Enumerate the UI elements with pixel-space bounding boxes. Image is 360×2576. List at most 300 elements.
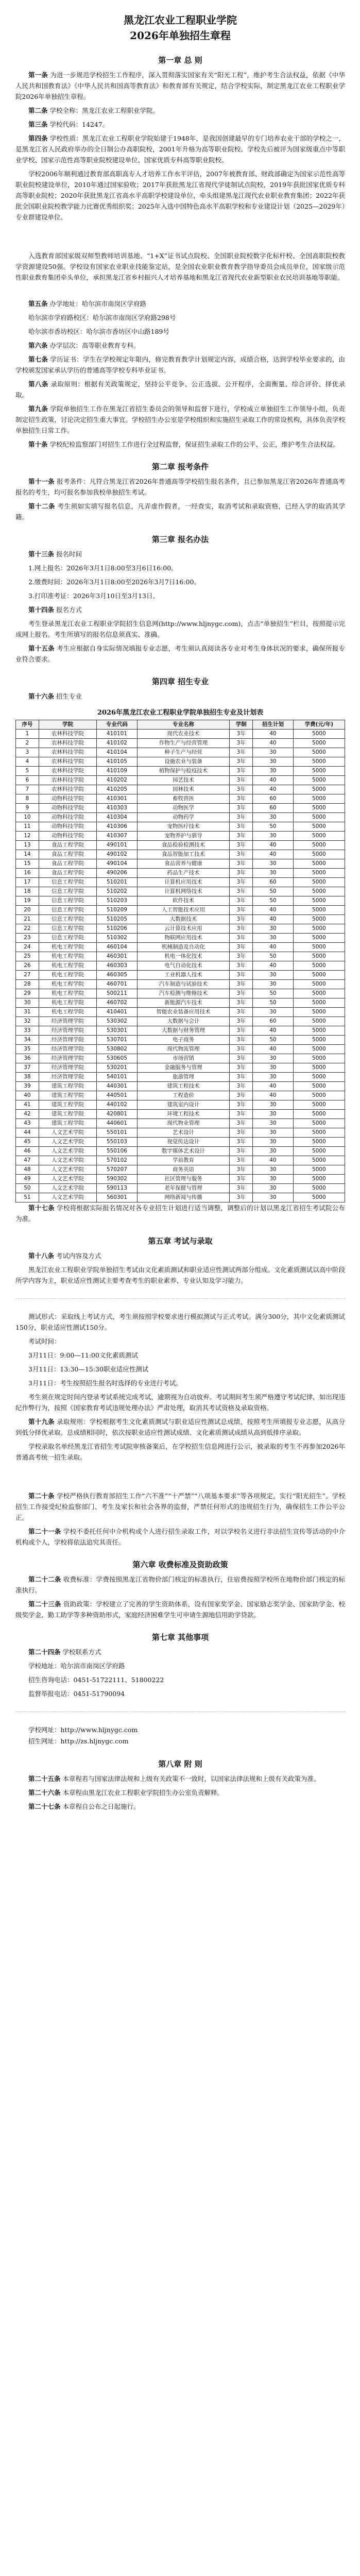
document-page <box>15 12 345 2576</box>
paragraph-text: 1.网上报名：2026年3月1日8:00至3月6日16:00。 <box>28 564 178 572</box>
table-cell: 30 <box>253 757 294 767</box>
table-cell: 机电工程学院 <box>39 952 96 961</box>
table-cell: 50 <box>253 952 294 961</box>
table-cell: 5000 <box>293 915 345 924</box>
table-cell: 500211 <box>97 989 138 998</box>
article-number: 第十五条 <box>28 645 55 652</box>
paragraph <box>15 643 345 665</box>
table-cell: 5000 <box>293 1073 345 1082</box>
chapter6-body <box>15 1574 345 1620</box>
table-cell: 大数据与财务管理 <box>137 1026 230 1036</box>
table-cell: 510202 <box>97 887 138 896</box>
paragraph-text: 哈尔滨市学府路校区：哈尔滨市南岗区学府路298号 <box>28 314 176 321</box>
table-cell: 3年 <box>230 878 253 887</box>
table-cell: 5000 <box>293 794 345 804</box>
table-cell: 30 <box>253 1175 294 1184</box>
table-cell: 5 <box>16 767 39 776</box>
paragraph-text: 办学层次：高等职业教育专科。 <box>49 342 140 349</box>
paragraph-text: 报名方式 <box>56 606 82 614</box>
table-cell: 60 <box>253 878 294 887</box>
table-cell: 33 <box>16 1026 39 1036</box>
table-cell: 信息工程学院 <box>39 915 96 924</box>
table-cell: 植物保护与检疫技术 <box>137 767 230 776</box>
table-cell: 3年 <box>230 1175 253 1184</box>
table-row <box>16 1138 345 1147</box>
table-cell: 现代农业技术 <box>137 730 230 739</box>
table-cell: 570102 <box>97 1156 138 1165</box>
table-cell: 560301 <box>97 1193 138 1202</box>
table-cell: 老年保健与管理 <box>137 1184 230 1193</box>
paragraph <box>15 1378 345 1388</box>
table-cell: 10 <box>16 813 39 822</box>
chapter6-heading: 第六章 收费标准及资助政策 <box>132 1560 228 1569</box>
table-cell: 410205 <box>97 785 138 794</box>
table-cell: 490102 <box>97 850 138 859</box>
table-cell: 商务英语 <box>137 1165 230 1175</box>
table-cell: 510206 <box>97 924 138 934</box>
paragraph-text: 学校2006年顺利通过教育部高职高专人才培养工作水平评估，2007年被教育部、财政部确定为国家示范性高等职业院校建设单位，2010年通过国家验收；2017年获批黑龙江省现代学徒制试点院校，2019年获批国家优质专科高等职业院校；2020年获批黑龙江省高水平高职学校建设单位，牵头组建黑龙江现代农业职业教育集团；2022年获批全国职业院校教学能力比赛优秀组织奖；2025年入选中国特色高水平高职学校和专业建设计划（2025—2029年）专业群建设单位。 <box>15 170 345 221</box>
table-cell: 30 <box>253 859 294 869</box>
table-cell: 1 <box>16 730 39 739</box>
page-divider <box>15 1711 345 1712</box>
table-cell: 36 <box>16 1054 39 1063</box>
table-cell: 410401 <box>97 1008 138 1017</box>
table-cell: 3年 <box>230 934 253 943</box>
table-row <box>16 841 345 850</box>
table-cell: 30 <box>253 1073 294 1082</box>
paragraph <box>15 133 345 165</box>
article-number: 第十九条 <box>28 1418 55 1426</box>
article-number: 第三条 <box>28 121 48 128</box>
table-cell: 学前教育 <box>137 1156 230 1165</box>
table-row <box>16 850 345 859</box>
table-cell: 3年 <box>230 832 253 841</box>
paragraph <box>15 563 345 573</box>
table-cell: 3年 <box>230 739 253 748</box>
table-cell: 5000 <box>293 1063 345 1073</box>
table-cell: 3年 <box>230 1128 253 1138</box>
table-cell: 5000 <box>293 804 345 813</box>
table-cell: 5000 <box>293 896 345 906</box>
table-row <box>16 1073 345 1082</box>
table-cell: 5000 <box>293 859 345 869</box>
paragraph-text: 学校地址：哈尔滨市南岗区学府路 <box>28 1662 125 1670</box>
table-cell: 机电一体化技术 <box>137 952 230 961</box>
table-cell: 40 <box>253 1026 294 1036</box>
exam-block <box>15 1311 345 1463</box>
table-cell: 27 <box>16 971 39 980</box>
paragraph <box>15 1490 345 1523</box>
table-cell: 40 <box>253 850 294 859</box>
column-header: 专业名称 <box>137 720 230 730</box>
table-cell: 3年 <box>230 1184 253 1193</box>
table-cell: 现代物流管理 <box>137 1045 230 1054</box>
table-cell: 食品工程学院 <box>39 850 96 859</box>
table-cell: 经济管理学院 <box>39 1063 96 1073</box>
table-cell: 530201 <box>97 1063 138 1073</box>
table-row <box>16 813 345 822</box>
table-row <box>16 794 345 804</box>
table-cell: 410306 <box>97 822 138 832</box>
table-cell: 60 <box>253 804 294 813</box>
table-cell: 42 <box>16 1110 39 1119</box>
table-cell: 3年 <box>230 748 253 757</box>
table-cell: 5000 <box>293 1128 345 1138</box>
table-cell: 网络新闻与传播 <box>137 1193 230 1202</box>
paragraph-text: 办学地址：哈尔滨市南岗区学府路 <box>49 300 147 308</box>
table-cell: 38 <box>16 1073 39 1082</box>
paragraph-text: 3.打印准考证：2026年3月10日至3月13日。 <box>28 592 159 600</box>
column-header: 学费(元/年) <box>293 720 345 730</box>
table-cell: 490104 <box>97 859 138 869</box>
table-cell: 50 <box>253 887 294 896</box>
paragraph <box>15 501 345 522</box>
table-cell: 3年 <box>230 850 253 859</box>
table-row <box>16 776 345 785</box>
table-cell: 智能农业装备应用技术 <box>137 1008 230 1017</box>
table-cell: 490101 <box>97 841 138 850</box>
paragraph <box>15 168 345 223</box>
table-cell: 食品营养与健康 <box>137 859 230 869</box>
table-cell: 40 <box>253 906 294 915</box>
table-cell: 3年 <box>230 804 253 813</box>
table-cell: 3年 <box>230 1026 253 1036</box>
table-cell: 420801 <box>97 1110 138 1119</box>
paragraph <box>15 1350 345 1361</box>
table-cell: 5000 <box>293 757 345 767</box>
table-row <box>16 1026 345 1036</box>
paragraph-text: 考试内容及方式 <box>56 1252 101 1260</box>
paragraph: 入选教育部国家级双师型教师培训基地、“1+X”证书试点院校、全国职业院校数字化标杆校、全国高职院校教学资源建设50强。学校设有国家农业职业技能鉴定站，是全国农业职业教育教学指导委员会成员单位，国家级示范性职业教育集团牵头单位，承担黑龙江省乡村振兴人才培养基地和黑龙江省现代农业新型职业农民培训基地等职能。 <box>15 252 345 281</box>
table-cell: 市场营销 <box>137 1054 230 1063</box>
table-cell: 3年 <box>230 989 253 998</box>
table-cell: 5000 <box>293 1082 345 1091</box>
paragraph <box>15 1441 345 1463</box>
table-cell: 5000 <box>293 813 345 822</box>
table-cell: 460303 <box>97 961 138 971</box>
table-cell: 信息工程学院 <box>39 924 96 934</box>
article-number: 第二十七条 <box>28 1803 61 1810</box>
table-cell: 建筑工程学院 <box>39 1100 96 1110</box>
table-cell: 30 <box>253 1193 294 1202</box>
table-row <box>16 915 345 924</box>
table-cell: 550103 <box>97 1138 138 1147</box>
table-cell: 动物医学 <box>137 804 230 813</box>
table-cell: 540101 <box>97 1073 138 1082</box>
table-cell: 3 <box>16 748 39 757</box>
table-cell: 食品检验检测技术 <box>137 841 230 850</box>
article-number: 第二十条 <box>28 1492 55 1500</box>
table-cell: 40 <box>16 1091 39 1100</box>
table-cell: 3年 <box>230 1017 253 1026</box>
paragraph <box>15 1688 345 1699</box>
paragraph-text: 录取原则：根据有关政策规定，坚持公平竞争、公正选拔、公开程序，全面衡量、综合评价、择优录取。 <box>15 380 345 399</box>
table-cell: 510302 <box>97 934 138 943</box>
table-cell: 440601 <box>97 1119 138 1128</box>
table-cell: 5000 <box>293 1165 345 1175</box>
table-cell: 3年 <box>230 1063 253 1073</box>
table-cell: 49 <box>16 1175 39 1184</box>
paragraph-text: 监督举报电话：0451-51790094 <box>28 1690 125 1698</box>
intro-block <box>15 250 345 283</box>
table-cell: 动物科技学院 <box>39 813 96 822</box>
chapter3-body <box>15 549 345 665</box>
table-cell: 人文艺术学院 <box>39 1184 96 1193</box>
paragraph-text: 为进一步规范学校招生工作程序，深入贯彻落实国家有关“阳光工程”，维护考生合法权益，依据《中华人民共和国教育法》《中华人民共和国高等教育法》和教育部有关规定，结合学校实际，制定黑龙江农业工程职业学院2026年单独招生章程。 <box>15 71 345 100</box>
table-cell: 29 <box>16 989 39 998</box>
table-row <box>16 998 345 1008</box>
table-cell: 8 <box>16 794 39 804</box>
table-cell: 5000 <box>293 980 345 989</box>
table-cell: 5000 <box>293 730 345 739</box>
table-cell: 30 <box>253 869 294 878</box>
table-cell: 机电工程学院 <box>39 1008 96 1017</box>
article-number: 第十三条 <box>28 550 55 558</box>
table-cell: 机电工程学院 <box>39 943 96 952</box>
table-cell: 5000 <box>293 1156 345 1165</box>
paragraph-text: 本章程若与国家法律法规和上级有关政策不一致时，以国家法律法规和上级有关政策为准。 <box>62 1775 320 1783</box>
table-cell: 3年 <box>230 1036 253 1045</box>
table-row <box>16 869 345 878</box>
table-cell: 人文艺术学院 <box>39 1128 96 1138</box>
table-cell: 590113 <box>97 1184 138 1193</box>
table-cell: 食品智能加工技术 <box>137 850 230 859</box>
table-cell: 6 <box>16 776 39 785</box>
table-cell: 人文艺术学院 <box>39 1175 96 1184</box>
paragraph-text: 学院单独招生工作在黑龙江省招生委员会的领导和监督下进行，学校成立单独招生工作领导小组，负责制定招生政策，讨论决定招生重大事宜。学校招生办公室是学校组织和实施招生录取工作的常设机构，具体负责学校单独招生日常工作。 <box>15 405 345 434</box>
paragraph-text: 考生须在规定时间内登录考试系统完成考试，逾期视为自动放弃。考试期间考生须严格遵守考试纪律，如出现违纪作弊行为，按照《国家教育考试违规处理办法》严肃处理，取消其考试资格及录取资格。 <box>15 1393 345 1412</box>
table-cell: 机电工程学院 <box>39 998 96 1008</box>
column-header: 学院 <box>39 720 96 730</box>
paragraph <box>15 1647 345 1657</box>
paragraph <box>15 1773 345 1784</box>
table-cell: 50 <box>253 989 294 998</box>
paragraph-text: 收费标准：学费按照黑龙江省物价部门核定的标准执行，住宿费按照学校所在地物价部门核定的标准执行。 <box>15 1575 345 1594</box>
chapter7-heading: 第七章 其他事项 <box>151 1633 209 1642</box>
table-row <box>16 748 345 757</box>
table-cell: 530302 <box>97 1017 138 1026</box>
table-row <box>16 1008 345 1017</box>
table-cell: 畜牧兽医 <box>137 794 230 804</box>
article-number: 第八条 <box>28 380 48 388</box>
table-cell: 410304 <box>97 813 138 822</box>
table-cell: 3年 <box>230 906 253 915</box>
table-cell: 410109 <box>97 767 138 776</box>
table-cell: 3年 <box>230 785 253 794</box>
section-gap <box>15 286 345 298</box>
table-row <box>16 1193 345 1202</box>
paragraph <box>15 70 345 102</box>
table-cell: 410102 <box>97 739 138 748</box>
table-cell: 农林科技学院 <box>39 757 96 767</box>
contact-block <box>15 1724 345 1747</box>
table-cell: 电气自动化技术 <box>137 961 230 971</box>
table-cell: 40 <box>253 1045 294 1054</box>
table-cell: 3年 <box>230 961 253 971</box>
table-cell: 570207 <box>97 1165 138 1175</box>
article-number: 第九条 <box>28 405 48 413</box>
paragraph-text: 本章程由黑龙江农业工程职业学院招生办公室负责解释。 <box>62 1789 224 1797</box>
table-row <box>16 730 345 739</box>
paragraph <box>15 1250 345 1261</box>
table-cell: 3年 <box>230 730 253 739</box>
table-cell: 5000 <box>293 1091 345 1100</box>
table-cell: 建筑室内设计 <box>137 1100 230 1110</box>
table-cell: 4 <box>16 757 39 767</box>
major-table-body <box>16 730 345 1202</box>
table-row <box>16 1128 345 1138</box>
table-row <box>16 1017 345 1026</box>
table-cell: 40 <box>253 1082 294 1091</box>
table-row <box>16 1110 345 1119</box>
table-cell: 工业机器人技术 <box>137 971 230 980</box>
table-cell: 530301 <box>97 1026 138 1036</box>
column-header: 序号 <box>16 720 39 730</box>
chapter8-heading: 第八章 附 则 <box>158 1759 202 1769</box>
table-cell: 3年 <box>230 869 253 878</box>
table-row <box>16 1063 345 1073</box>
table-cell: 人文艺术学院 <box>39 1193 96 1202</box>
table-cell: 金融服务与管理 <box>137 1063 230 1073</box>
table-cell: 20 <box>16 906 39 915</box>
paragraph-text: 黑龙江农业工程职业学院单独招生考试由文化素质测试和职业适应性测试两部分组成。文化素质测试以高中阶段所学内容为主，职业适应性测试主要考查考生的职业素养、专业认知及学习能力。 <box>15 1266 345 1284</box>
table-cell: 46 <box>16 1147 39 1156</box>
table-cell: 食品工程学院 <box>39 841 96 850</box>
table-cell: 3年 <box>230 1138 253 1147</box>
table-cell: 3年 <box>230 822 253 832</box>
table-cell: 软件技术 <box>137 896 230 906</box>
paragraph-text: 学校严格执行教育部招生工作“六不准”“十严禁”“八项基本要求”等各项规定，实行“阳光招生”。学校招生工作接受纪检监察部门、考生及家长和社会各界的监督，严禁任何形式的违规招生行为，确保招生工作公平公正。 <box>15 1492 345 1521</box>
table-cell: 410307 <box>97 832 138 841</box>
table-row <box>16 943 345 952</box>
table-cell: 机电工程学院 <box>39 961 96 971</box>
table-cell: 30 <box>253 1128 294 1138</box>
table-cell: 视觉传达设计 <box>137 1138 230 1147</box>
table-cell: 14 <box>16 850 39 859</box>
table-cell: 电子商务 <box>137 1036 230 1045</box>
table-cell: 人文艺术学院 <box>39 1156 96 1165</box>
table-row <box>16 924 345 934</box>
table-cell: 信息工程学院 <box>39 878 96 887</box>
paragraph <box>15 1264 345 1286</box>
paragraph-text: 考试时间： <box>28 1337 61 1345</box>
table-cell: 建筑工程技术 <box>137 1082 230 1091</box>
chapter1-body <box>15 70 345 223</box>
chapter4-lead: 第十六条 招生专业 <box>28 692 82 700</box>
table-row <box>16 1082 345 1091</box>
table-cell: 5000 <box>293 748 345 757</box>
table-cell: 31 <box>16 1008 39 1017</box>
table-cell: 30 <box>253 1119 294 1128</box>
table-cell: 460701 <box>97 980 138 989</box>
table-cell: 药品生产技术 <box>137 869 230 878</box>
table-cell: 510209 <box>97 906 138 915</box>
paragraph <box>15 1416 345 1438</box>
discipline-block <box>15 1490 345 1548</box>
table-cell: 经济管理学院 <box>39 1073 96 1082</box>
table-row <box>16 1036 345 1045</box>
table-cell: 3年 <box>230 971 253 980</box>
paragraph <box>15 354 345 376</box>
paragraph-text: 报考条件：凡符合黑龙江省2026年普通高等学校招生报名条件，且已参加黑龙江省2026年普通高考报名的考生，均可报名参加我校单独招生考试。 <box>15 478 345 496</box>
table-cell: 3年 <box>230 1008 253 1017</box>
paragraph <box>15 1660 345 1671</box>
table-cell: 动物科技学院 <box>39 794 96 804</box>
table-cell: 宠物医疗技术 <box>137 822 230 832</box>
table-cell: 5000 <box>293 1193 345 1202</box>
paragraph-text: 考生须如实填写报名信息，凡弄虚作假者，一经查实，取消考试和录取资格，已经入学的取消其学籍。 <box>15 502 345 521</box>
table-cell: 30 <box>253 1110 294 1119</box>
table-cell: 30 <box>253 1100 294 1110</box>
table-cell: 30 <box>253 832 294 841</box>
paragraph-text: 学历证书：学生在学校规定年限内，修完教育教学计划规定内容，成绩合格，达到学校毕业要求的，由学校颁发国家承认学历的普通高等学校专科毕业证书。 <box>15 355 345 374</box>
paragraph <box>15 476 345 498</box>
table-cell: 人文艺术学院 <box>39 1165 96 1175</box>
table-cell: 5000 <box>293 1017 345 1026</box>
table-cell: 40 <box>253 730 294 739</box>
table-cell: 43 <box>16 1119 39 1128</box>
table-cell: 30 <box>253 1008 294 1017</box>
table-cell: 食品工程学院 <box>39 859 96 869</box>
table-cell: 40 <box>253 776 294 785</box>
major-table-caption: 2026年黑龙江农业工程职业学院单独招生专业及计划表 <box>97 709 264 717</box>
paragraph-text: 考生登录黑龙江农业工程职业学院招生信息网(http://www.hljnygc.com)，点击“单独招生”栏目，按照提示完成网上报名。考生所填写的报名信息须真实、准确。 <box>15 620 345 638</box>
table-cell: 计算机应用技术 <box>137 878 230 887</box>
table-row <box>16 980 345 989</box>
table-row <box>16 822 345 832</box>
paragraph-text: 学校不委托任何中介机构或个人进行招生录取工作，对以学校名义进行非法招生宣传等活动的中介机构或个人，学校将依法追究其责任。 <box>15 1528 345 1546</box>
table-cell: 人文艺术学院 <box>39 1147 96 1156</box>
table-cell: 艺术设计 <box>137 1128 230 1138</box>
document-title-line1: 黑龙江农业工程职业学院 <box>124 14 237 26</box>
chapter1-heading: 第一章 总 则 <box>158 56 202 65</box>
article-number: 第六条 <box>28 342 48 349</box>
table-cell: 物联网应用技术 <box>137 934 230 943</box>
table-cell: 经济管理学院 <box>39 1036 96 1045</box>
table-cell: 26 <box>16 961 39 971</box>
table-cell: 16 <box>16 869 39 878</box>
paragraph-text: 测试形式：采取线上考试方式，考生须按照学校要求进行模拟测试与正式考试。满分300分，其中文化素质测试150分，职业适应性测试150分。 <box>15 1313 345 1331</box>
table-cell: 3年 <box>230 813 253 822</box>
table-cell: 50 <box>253 822 294 832</box>
table-cell: 3年 <box>230 1091 253 1100</box>
table-cell: 园林技术 <box>137 785 230 794</box>
paragraph-text: 学校录取名单经黑龙江省招生考试院审核备案后，在学校招生信息网进行公示，被录取的考生不再参加2026年普通高考统一招生录取。 <box>15 1443 345 1461</box>
table-cell: 30 <box>253 1054 294 1063</box>
table-cell: 5000 <box>293 869 345 878</box>
table-cell: 3年 <box>230 1110 253 1119</box>
table-row <box>16 906 345 915</box>
table-cell: 3年 <box>230 1165 253 1175</box>
table-cell: 490206 <box>97 869 138 878</box>
article-number: 第二条 <box>28 107 48 114</box>
paragraph-text: 招生咨询电话：0451-51722111、51800222 <box>28 1676 164 1684</box>
table-cell: 动物科技学院 <box>39 832 96 841</box>
paragraph <box>15 1787 345 1798</box>
article-number: 第二十三条 <box>28 1600 61 1608</box>
table-cell: 5000 <box>293 943 345 952</box>
table-cell: 30 <box>253 1165 294 1175</box>
table-cell: 7 <box>16 785 39 794</box>
paragraph-text: 学校全称：黑龙江农业工程职业学院。 <box>49 107 160 114</box>
table-cell: 460104 <box>97 943 138 952</box>
table-cell: 5000 <box>293 924 345 934</box>
table-cell: 建筑工程学院 <box>39 1091 96 1100</box>
table-cell: 410202 <box>97 776 138 785</box>
page-divider <box>15 1298 345 1299</box>
chapter3-heading: 第三章 报名办法 <box>151 535 209 544</box>
table-cell: 3年 <box>230 1193 253 1202</box>
